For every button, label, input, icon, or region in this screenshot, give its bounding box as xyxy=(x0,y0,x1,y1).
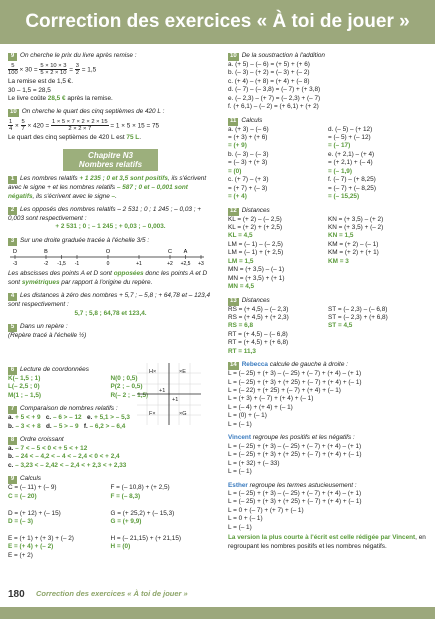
math-line: KL = (+ 2) – (– 2,5) xyxy=(228,215,282,223)
axis-label-y: +1 xyxy=(159,388,166,394)
exercise-3: 3 Sur une droite graduée tracée à l'échelle 3/5 : -3 -2 -1,5 -1 0 +1 +2 +2,5 +3 D B O C A Les abscisses des points A et D sont opposées donc les points A et D sont symétriques par rapport à l'origine du repère. xyxy=(8,236,208,286)
exercise-13: 13 Distances RS = (+ 4,5) – (– 2,3) RS = (+ 4,5) + (+ 2,3) RS = 6,8 RT = (+ 4,5) – (– 6,8) RT = (+ 4,5) + (+ 6,8) RT = 11,3 ST = (– 2,3) – (– 6,8) ST = (– 2,3) + (+ 6,8) ST = 4,5 xyxy=(228,297,428,357)
point-h: H× xyxy=(149,369,157,375)
tick-label: +1 xyxy=(136,260,142,267)
esther-method: Esther regroupe les termes astucieusement : L = (– 25) + (+ 3) – (– 25) + (– 7) + (+ 4) – (+ 1) L = (– 25) + (+ 3) + (+ 25) + (– 7) + (+ 4) + (– 1) L = 0 + (– 7) + (+ 7) + (– 1) L = 0 + (– 1) L = (– 1) La version la plus courte à l'écrit est celle rédigée par Vincent, en regroupant les nombres positifs et les nombres négatifs. xyxy=(228,482,428,552)
math-line: F = (– 8,3) xyxy=(110,492,141,500)
math-line: KL = 4,5 xyxy=(228,232,253,240)
tick-label: +3 xyxy=(198,260,204,267)
left-column xyxy=(8,52,213,560)
tick-label: +2 xyxy=(167,260,173,267)
math-line: C = (– 20) xyxy=(8,492,37,500)
math-line: RT = (+ 4,5) – (– 6,8) xyxy=(228,330,288,338)
exercise-1: 1 Les nombres relatifs + 1 235 ; 0 et 3,5 sont positifs, ils s'écrivent avec le signe + et les nombres relatifs – 587 ; 0 et – 0,001 sont négatifs, ils s'écrivent avec le signe –. xyxy=(8,175,207,200)
exercise-title: On cherche le quart des cinq septièmes de 420 L : xyxy=(21,108,165,116)
math-line: RS = (+ 4,5) – (– 2,3) xyxy=(228,305,289,313)
math-line: KN = 1,5 xyxy=(328,232,354,240)
math-line: = (+ 4) xyxy=(228,193,247,201)
exercise-10-fraction: 10 On cherche le quart des cinq septièmes de 420 L : $\frac{1}{4}$ × $\frac{5}{7}$ × 420 = $\frac{1 \times 5 \times 7 \times 2 \times 2 \times 15}{2 \times 2 \times 7}$ = 1 × 5 × 15 = 75 Le quart des cinq septièmes de 420 L est 75 L. xyxy=(8,108,213,143)
math-line: L = (+ 32) + (– 33) xyxy=(228,459,280,467)
math-line: a. (+ 5) – (– 6) = (+ 5) + (+ 6) xyxy=(228,60,310,68)
math-line: H = (– 21,15) + (+ 21,15) xyxy=(110,534,182,542)
tick-label: 0 xyxy=(106,260,110,267)
math-line: = (– 7) + (– 8,25) xyxy=(328,184,376,192)
math-line: MN = 4,5 xyxy=(228,283,255,291)
math-line xyxy=(111,527,214,535)
math-line: L = (– 1) xyxy=(228,420,252,428)
point-label: A xyxy=(183,248,188,255)
footer-bar xyxy=(0,607,435,619)
point-f: F× xyxy=(149,411,156,417)
exercise-6: 6 Lecture de coordonnées K(– 1,5 ; 1) L(– 2,5 ; 0) M(1 ; – 1,5) N(0 ; 0,5) P(2 ; – 0,5) R(– 2 ; – 1,5) xyxy=(8,366,149,399)
exercise-14: 14 Rebecca calcule de gauche à droite : L = (– 25) + (+ 3) – (– 25) + (– 7) + (+ 4) – (+ 1) L = (– 25) + (+ 3) + (+ 25) + (– 7) + (+ 4) + (– 1) L = (– 22) + (+ 25) + (– 7) + (+ 4) + (– 1) L = (+ 3) + (– 7) + (+ 4) + (– 1) L = (– 4) + (+ 4) + (– 1) L = (0) + (– 1) L = (– 1) xyxy=(228,361,428,429)
math-line: LM = 1,5 xyxy=(228,257,254,265)
math-line: = (+ 3) + (+ 6) xyxy=(228,133,268,141)
math-line: = (– 15,25) xyxy=(328,193,360,201)
fraction: $\frac{5 \times 10 \times 3}{5 \times 2 \times 10}$ xyxy=(40,62,67,76)
math-line: E = (+ 1) + (+ 3) + (– 2) xyxy=(8,534,74,542)
vincent-method: Vincent regroupe les positifs et les négatifs : L = (– 25) + (+ 3) – (– 25) + (– 7) + (+ 4) – (+ 1) L = (– 25) + (+ 3) + (+ 25) + (– 7) + (+ 4) + (– 1) L = (+ 32) + (– 33) L = (– 1) xyxy=(228,434,428,476)
math-line: ST = (– 2,3) + (+ 6,8) xyxy=(328,313,388,321)
math-line: L = (– 25) + (+ 3) – (– 25) + (– 7) + (+ 4) – (+ 1) xyxy=(228,442,362,450)
math-line: LM = (– 1) – (– 2,5) xyxy=(228,240,283,248)
page-title: Correction des exercices « À toi de jouer » xyxy=(25,11,410,32)
math-line: E = (+ 4) + (– 2) xyxy=(8,543,54,551)
math-line: KM = (+ 2) + (+ 1) xyxy=(328,249,379,257)
math-line xyxy=(111,501,214,509)
point-label: D xyxy=(13,248,17,255)
math-line: KM = (+ 2) – (– 1) xyxy=(328,240,379,248)
math-line: c. (+ 7) – (+ 3) xyxy=(228,176,269,184)
math-line: D = (+ 12) + (– 15) xyxy=(8,509,61,517)
fraction: $\frac{3}{2}$ xyxy=(75,62,79,76)
coordinate-grid xyxy=(137,363,201,425)
math-line: RS = 6,8 xyxy=(228,322,254,330)
math-line: MN = (+ 3,5) – (– 1) xyxy=(228,266,285,274)
exercise-11: 11 Calculs a. (+ 3) – (– 6) = (+ 3) + (+ 6) = (+ 9) b. (– 3) – (– 3) = (– 3) + (+ 3) = (0) c. (+ 7) – (+ 3) = (+ 7) + (– 3) = (+ 4) d. (– 5) – (+ 12) = (– 5) + (– 12) = (– 17) e. (+ 2,1) – (+ 4) = (+ 2,1) + (– 4) = (– 1,9) f. (– 7) – (+ 8,25) = (– 7) + (– 8,25) = (– 15,25) xyxy=(228,117,428,202)
math-line: = (0) xyxy=(228,167,242,175)
math-line xyxy=(328,331,428,339)
math-line: L = (– 22) + (+ 25) + (– 7) + (+ 4) + (– 1) xyxy=(228,387,341,395)
math-line: KN = (+ 3,5) + (– 2) xyxy=(328,223,384,231)
exercise-5: 5 Dans un repère : (Repère tracé à l'échelle ½) xyxy=(8,323,87,339)
text-line: Le livre coûte 28,5 € après la remise. xyxy=(8,94,113,102)
math-line: e. (– 2,3) – (+ 7) = (– 2,3) + (– 7) xyxy=(228,94,321,102)
page-footer xyxy=(0,583,435,619)
math-line: C = (– 11) + (– 9) xyxy=(8,484,57,492)
text-line: Le quart des cinq septièmes de 420 L est 75 L. xyxy=(8,134,141,142)
math-line: = (– 5) + (– 12) xyxy=(328,133,371,141)
math-line: ST = (– 2,3) – (– 6,8) xyxy=(328,305,388,313)
math-line: LM = (– 1) + (+ 2,5) xyxy=(228,249,284,257)
math-line: KM = 3 xyxy=(328,257,349,265)
math-line: E = (+ 2) xyxy=(8,551,33,559)
exercise-10-subtraction: 10 De la soustraction à l'addition a. (+ 5) – (– 6) = (+ 5) + (+ 6) b. (– 3) – (+ 2) = (– 3) + (– 2) c. (+ 4) – (+ 8) = (+ 4) + (– 8) d. (– 7) – (– 3,8) = (– 7) + (+ 3,8) e. (– 2,3) – (+ 7) = (– 2,3) + (– 7) f. (+ 6,1) – (– 2) = (+ 6,1) + (+ 2) xyxy=(228,52,428,112)
math-line: G = (+ 25,2) + (– 15,3) xyxy=(110,509,175,517)
math-line: L = (+ 3) + (– 7) + (+ 4) + (– 1) xyxy=(228,395,314,403)
math-line: RT = (+ 4,5) + (+ 6,8) xyxy=(228,339,289,347)
math-line: f. (+ 6,1) – (– 2) = (+ 6,1) + (+ 2) xyxy=(228,103,319,111)
axis-label-x: +1 xyxy=(172,397,179,403)
math-line xyxy=(328,275,428,283)
page-banner xyxy=(0,0,435,44)
math-line: RT = 11,3 xyxy=(228,347,256,355)
tick-label: -1 xyxy=(74,260,80,267)
point-label: O xyxy=(105,248,111,255)
point-label: B xyxy=(44,248,48,255)
math-line: ST = 4,5 xyxy=(328,322,353,330)
math-line: d. (– 5) – (+ 12) xyxy=(328,125,373,133)
math-line: L = (– 25) + (+ 3) – (– 25) + (– 7) + (+ 4) – (+ 1) xyxy=(228,490,362,498)
point-e: ×E xyxy=(179,369,186,375)
exercise-12: 12 Distances KL = (+ 2) – (– 2,5) KL = (+ 2) + (+ 2,5) KL = 4,5 LM = (– 1) – (– 2,5) LM = (– 1) + (+ 2,5) LM = 1,5 MN = (+ 3,5) – (– 1) MN = (+ 3,5) + (+ 1) MN = 4,5 KN = (+ 3,5) – (+ 2) KN = (+ 3,5) + (– 2) KN = 1,5 KM = (+ 2) – (– 1) KM = (+ 2) + (+ 1) KM = 3 xyxy=(228,207,428,292)
tick-label: +2,5 xyxy=(180,260,191,267)
math-line: b. (– 3) – (– 3) xyxy=(228,150,269,158)
math-line: L = (– 25) + (+ 3) + (+ 25) + (– 7) + (+ 4) + (– 1) xyxy=(228,451,362,459)
exercise-title: On cherche le prix du livre après remise : xyxy=(20,52,137,59)
math-line: KN = (+ 3,5) – (+ 2) xyxy=(328,215,384,223)
math-line xyxy=(328,348,428,356)
chapter-heading: Chapitre N3 Nombres relatifs xyxy=(63,149,158,171)
math-line: = (+ 2,1) + (– 4) xyxy=(328,159,373,167)
math-line: L = (– 25) + (+ 3) – (– 25) + (– 7) + (+ 4) – (+ 1) xyxy=(228,370,362,378)
math-line xyxy=(328,266,428,274)
right-column xyxy=(228,52,428,551)
math-line: b. (– 3) – (+ 2) = (– 3) + (– 2) xyxy=(228,69,310,77)
math-line xyxy=(8,501,111,509)
fraction: $\frac{5}{100}$ xyxy=(8,62,18,76)
math-line: RS = (+ 4,5) + (+ 2,3) xyxy=(228,313,289,321)
text-line: La remise est de 1,5 €. xyxy=(8,78,74,86)
math-line: = (+ 7) + (– 3) xyxy=(228,184,268,192)
footer-title: Correction des exercices « À toi de jouer » xyxy=(36,589,188,598)
point-label: C xyxy=(168,248,172,255)
math-line: f. (– 7) – (+ 8,25) xyxy=(328,176,376,184)
math-line: L = (– 25) + (+ 3) + (+ 25) + (– 7) + (+ 4) + (– 1) xyxy=(228,498,362,506)
number-line xyxy=(8,247,208,267)
exercise-8: 8 Ordre croissant a. – 7 < – 5 < 0 < + 5 < + 12 b. – 24 < – 4,2 < – 4 < – 2,4 < 0 < + 2,4 c. – 3,23 < – 2,42 < – 2,4 < + 2,3 < + 2,33 xyxy=(8,436,127,469)
exercise-9-calc: 9 Calculs C = (– 11) + (– 9) C = (– 20) D = (+ 12) + (– 15) D = (– 3) E = (+ 1) + (+ 3) + (– 2) E = (+ 4) + (– 2) E = (+ 2) F = (– 10,8) + (+ 2,5) F = (– 8,3) G = (+ 25,2) + (– 15,3) G = (+ 9,9) H = (– 21,15) + (+ 21,15) H = (0) xyxy=(8,475,213,560)
exercise-2: 2 Les opposés des nombres relatifs – 2 531 ; 0 ; 1 245 ; – 0,03 ; + 0,003 sont respectivement : + 2 531 ; 0 ; – 1 245 ; + 0,03 ; – 0,003. xyxy=(8,206,202,231)
math-line: = (– 17) xyxy=(328,142,351,150)
page-number: 180 xyxy=(8,589,25,600)
math-line: L = (– 1) xyxy=(228,468,252,476)
math-line: D = (– 3) xyxy=(8,518,34,526)
exercise-9-percent: 9 On cherche le prix du livre après remise : $\frac{5}{100}$ × 30 = $\frac{5 \times 10 \times 3}{5 \times 2 \times 10}$ = $\frac{3}{2}$ = 1,5 La remise est de 1,5 €. 30 – 1,5 = 28,5 Le livre coûte 28,5 € après la remise. xyxy=(8,52,213,103)
math-line xyxy=(328,339,428,347)
exercise-number: 9 xyxy=(8,53,17,61)
math-line: F = (– 10,8) + (+ 2,5) xyxy=(110,484,170,492)
math-line: = (– 3) + (+ 3) xyxy=(228,159,268,167)
tick-label: -3 xyxy=(12,260,18,267)
math-line: L = (– 4) + (+ 4) + (– 1) xyxy=(228,403,293,411)
math-line: MN = (+ 3,5) + (+ 1) xyxy=(228,274,285,282)
point-g: ×G xyxy=(179,411,187,417)
math-line: L = 0 + (– 1) xyxy=(228,515,263,523)
math-line xyxy=(111,552,214,560)
tick-label: -2 xyxy=(43,260,49,267)
math-line: d. (– 7) – (– 3,8) = (– 7) + (+ 3,8) xyxy=(228,86,321,94)
math-line: e. (+ 2,1) – (+ 4) xyxy=(328,150,375,158)
math-line: H = (0) xyxy=(110,543,131,551)
tick-label: -1,5 xyxy=(57,260,66,267)
math-line xyxy=(328,283,428,291)
math-line: c. (+ 4) – (+ 8) = (+ 4) + (– 8) xyxy=(228,77,310,85)
math-line: a. (+ 3) – (– 6) xyxy=(228,125,269,133)
exercise-7: 7 Comparaison de nombres relatifs : a. + 5 < + 9 c. – 6 > – 12 e. + 5,1 > – 5,3 b. – 3 < + 8 d. – 5 > – 9 f. – 6,2 > – 6,4 xyxy=(8,405,130,430)
math-line: = (– 1,9) xyxy=(328,167,352,175)
math-line: KL = (+ 2) + (+ 2,5) xyxy=(228,223,283,231)
math-line: L = (– 25) + (+ 3) + (+ 25) + (– 7) + (+ 4) + (– 1) xyxy=(228,378,362,386)
math-line: L = (– 1) xyxy=(228,523,252,531)
math-line: L = (0) + (– 1) xyxy=(228,412,267,420)
text-line: 30 – 1,5 = 28,5 xyxy=(8,86,51,94)
math-line: G = (+ 9,9) xyxy=(110,518,142,526)
exercise-number: 10 xyxy=(10,109,17,116)
math-line: = (+ 9) xyxy=(228,142,247,150)
math-line xyxy=(8,527,111,535)
math-line: L = 0 + (– 7) + (+ 7) + (– 1) xyxy=(228,506,304,514)
exercise-4: 4 Les distances à zéro des nombres + 5,7 ; – 5,8 ; + 64,78 et – 123,4 sont respectivement : 5,7 ; 5,8 ; 64,78 et 123,4. xyxy=(8,292,211,317)
